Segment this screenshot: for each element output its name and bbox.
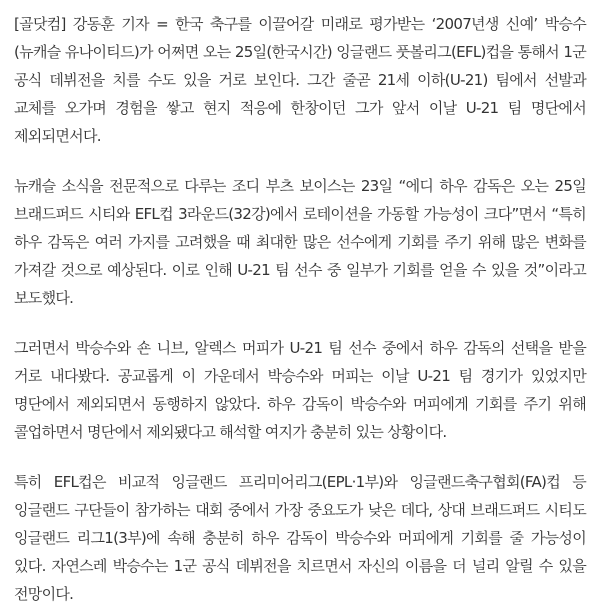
article-paragraph-3: 그러면서 박승수와 숀 니브, 알렉스 머피가 U-21 팀 선수 중에서 하우 감독의 선택을 받을 거로 내다봤다. 공교롭게 이 가운데서 박승수와 머피는 이날 U-21 팀 경기가 있었지만 명단에서 제외되면서 동행하지 않았다. 하우 감독이 박승수와 머피에게 기회를 주기 위해 콜업하면서 명단에서 제외됐다고 해석할 여지가 충분히 있는 상황이다. [14,339,586,441]
article-paragraph-1: [골닷컴] 강동훈 기자 = 한국 축구를 이끌어갈 미래로 평가받는 ‘2007년생 신예’ 박승수(뉴캐슬 유나이티드)가 어쩌면 오는 25일(한국시간) 잉글랜드 풋볼리그(EFL)컵을 통해서 1군 공식 데뷔전을 치를 수도 있을 거로 보인다. 그간 줄곧 21세 이하(U-21) 팀에서 선발과 교체를 오가며 경험을 쌓고 현지 적응에 한창이던 그가 앞서 이날 U-21 팀 명단에서 제외되면서다. [14,15,586,145]
article-paragraph-4: 특히 EFL컵은 비교적 잉글랜드 프리미어리그(EPL·1부)와 잉글랜드축구협회(FA)컵 등 잉글랜드 구단들이 참가하는 대회 중에서 가장 중요도가 낮은 데다, 상대 브래드퍼드 시티도 잉글랜드 리그1(3부)에 속해 충분히 하우 감독이 박승수와 머피에게 기회를 줄 가능성이 있다. 자연스레 박승수는 1군 공식 데뷔전을 치르면서 자신의 이름을 더 널리 알릴 수 있을 전망이다. [14,473,586,603]
article-paragraph-2: 뉴캐슬 소식을 전문적으로 다루는 조디 부츠 보이스는 23일 “에디 하우 감독은 오는 25일 브래드퍼드 시티와 EFL컵 3라운드(32강)에서 로테이션을 가동할 가능성이 크다”면서 “특히 하우 감독은 여러 가지를 고려했을 때 최대한 많은 선수에게 기회를 주기 위해 많은 변화를 가져갈 것으로 예상된다. 이로 인해 U-21 팀 선수 중 일부가 기회를 얻을 수 있을 것”이라고 보도했다. [14,177,587,307]
